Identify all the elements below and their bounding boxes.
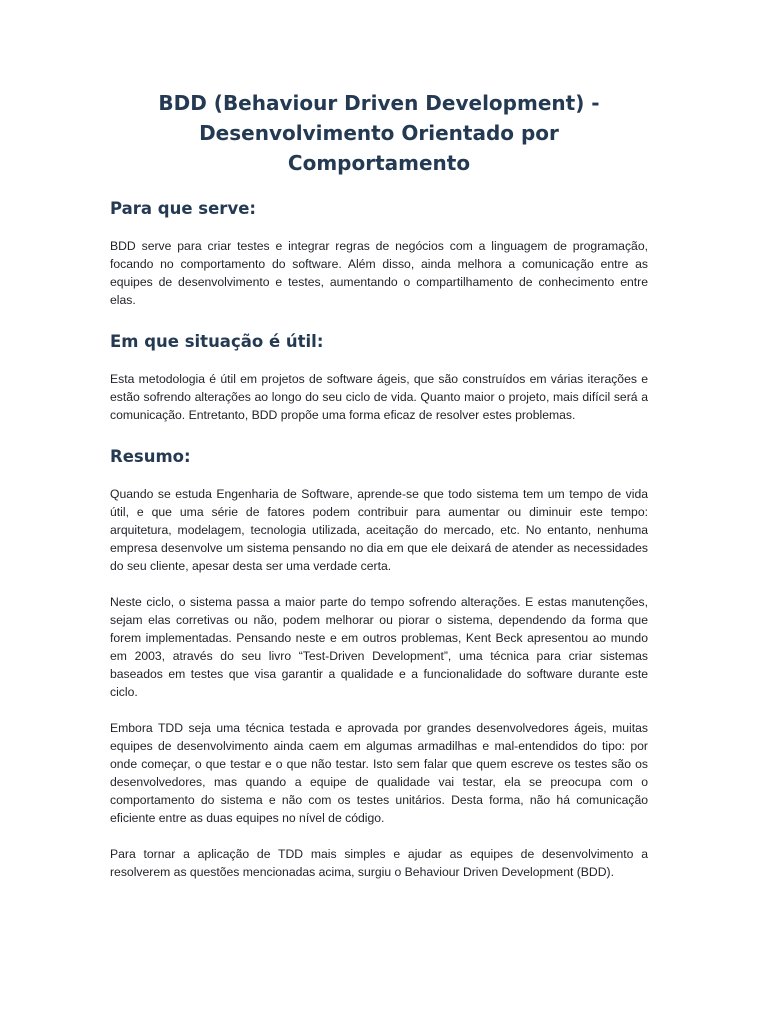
page-title: BDD (Behaviour Driven Development) - Desenvolvimento Orientado por Comportamento — [158, 91, 600, 175]
paragraph: BDD serve para criar testes e integrar regras de negócios com a linguagem de programação, focando no comportamento do software. Além disso, ainda melhora a comunicação entre as equipes de desenvolvimento e testes, aumentando o compartilhamento de conhecimento entre elas. — [110, 239, 648, 307]
section-heading-em-que-situacao: Em que situação é útil: — [110, 332, 324, 351]
paragraph: Embora TDD seja uma técnica testada e aprovada por grandes desenvolvedores ágeis, muitas equipes de desenvolvimento ainda caem em algumas armadilhas e mal-entendidos do tipo: por onde começar, o que testar e o que não testar. Isto sem falar que quem escreve os testes são os desenvolvedores, mas quando a equipe de qualidade vai testar, ela se preocupa com o comportamento do sistema e não com os testes unitários. Desta forma, não há comunicação eficiente entre as duas equipes no nível de código. — [110, 721, 648, 825]
paragraph: Para tornar a aplicação de TDD mais simples e ajudar as equipes de desenvolvimento a resolverem as questões mencionadas acima, surgiu o Behaviour Driven Development (BDD). — [110, 847, 648, 879]
section-heading-resumo: Resumo: — [110, 447, 191, 466]
paragraph: Esta metodologia é útil em projetos de software ágeis, que são construídos em várias iterações e estão sofrendo alterações ao longo do seu ciclo de vida. Quanto maior o projeto, mais difícil será a comunicação. Entretanto, BDD propõe uma forma eficaz de resolver estes problemas. — [110, 372, 648, 422]
paragraph: Quando se estuda Engenharia de Software, aprende-se que todo sistema tem um tempo de vida útil, e que uma série de fatores podem contribuir para aumentar ou diminuir este tempo: arquitetura, modelagem, tecnologia utilizada, aceitação do mercado, etc. No entanto, nenhuma empresa desenvolve um sistema pensando no dia em que ele deixará de atender as necessidades do seu cliente, apesar desta ser uma verdade certa. — [110, 487, 648, 573]
paragraph: Neste ciclo, o sistema passa a maior parte do tempo sofrendo alterações. E estas manutenções, sejam elas corretivas ou não, podem melhorar ou piorar o sistema, dependendo da forma que forem implementadas. Pensando neste e em outros problemas, Kent Beck apresentou ao mundo em 2003, através do seu livro “Test-Driven Development”, uma técnica para criar sistemas baseados em testes que visa garantir a qualidade e a funcionalidade do software durante este ciclo. — [110, 595, 648, 699]
section-heading-para-que-serve: Para que serve: — [110, 199, 256, 218]
